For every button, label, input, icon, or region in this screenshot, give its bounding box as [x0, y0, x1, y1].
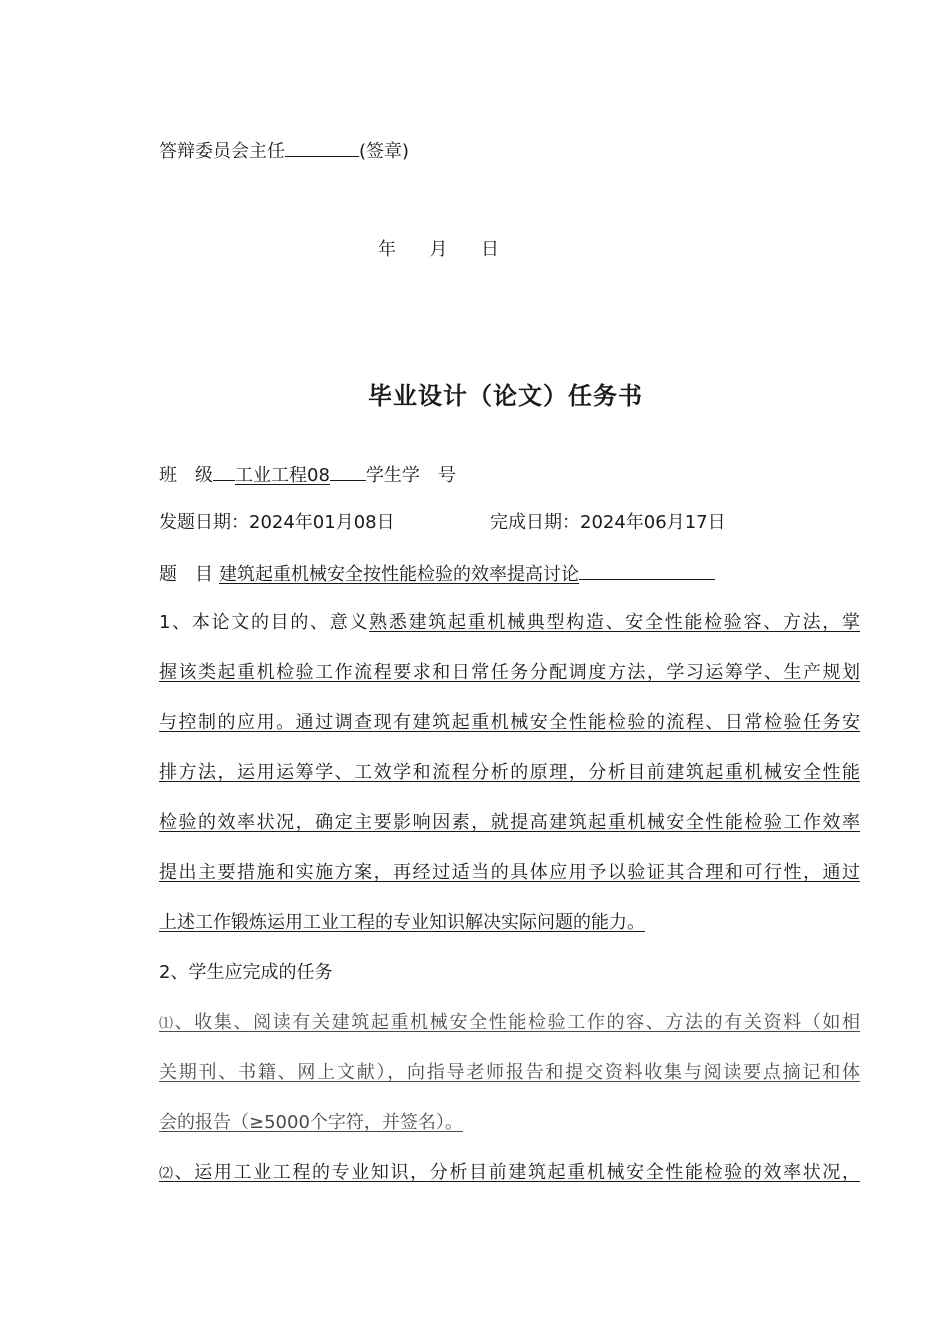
finish-date-label: 完成日期：: [490, 512, 580, 533]
date-day: 日: [480, 239, 499, 260]
section-purpose: [159, 610, 860, 960]
class-value: 工业工程08: [235, 465, 330, 486]
date-year: 年: [378, 239, 396, 260]
section-purpose-heading: 1、本论文的目的、意义: [159, 612, 370, 633]
topic-value: 建筑起重机械安全按性能检验的效率提高讨论: [219, 564, 579, 585]
task-item-1-line: 会的报告（≥5000个字符，并签名）。: [159, 1112, 463, 1133]
finish-date-row: [490, 511, 726, 535]
section-purpose-text: 熟悉建筑起重机械典型构造、安全性能检验容、方法，掌: [369, 612, 861, 633]
page-title: 毕业设计（论文）任务书: [368, 382, 643, 410]
date-month: 月: [429, 239, 448, 260]
topic-label: 题 目: [159, 564, 213, 585]
section-purpose-line: 与控制的应用。通过调查现有建筑起重机械安全性能检验的流程、日常检验任务安: [159, 712, 860, 733]
section-purpose-line: 上述工作锻炼运用工业工程的专业知识解决实际问题的能力。: [159, 912, 645, 933]
signature-blank: [285, 138, 359, 157]
signature-line: [159, 138, 409, 164]
task-item-1-text: 、收集、阅读有关建筑起重机械安全性能检验工作的容、方法的有关资料（如相: [174, 1012, 861, 1033]
section-purpose-line: 排方法，运用运筹学、工效学和流程分析的原理，分析目前建筑起重机械安全性能: [159, 762, 860, 783]
section-tasks: [159, 960, 860, 1210]
issue-date-row: [159, 511, 395, 535]
class-row: [159, 462, 456, 488]
task-item-2-number: ⑵: [159, 1166, 175, 1182]
student-id-label: 学生学 号: [365, 465, 456, 486]
section-purpose-line: 检验的效率状况，确定主要影响因素，就提高建筑起重机械安全性能检验工作效率: [159, 812, 860, 833]
finish-date-value: 2024年06月17日: [580, 512, 726, 533]
issue-date-value: 2024年01月08日: [249, 512, 395, 533]
signature-label: 答辩委员会主任: [159, 141, 285, 162]
task-item-1-line: [159, 1010, 860, 1060]
section-purpose-line: 提出主要措施和实施方案，再经过适当的具体应用予以验证其合理和可行性，通过: [159, 862, 860, 883]
task-item-2-text: 、运用工业工程的专业知识，分析目前建筑起重机械安全性能检验的效率状况，: [174, 1162, 861, 1183]
task-item-1-line: 关期刊、书籍、网上文献），向指导老师报告和提交资料收集与阅读要点摘记和体: [159, 1062, 860, 1083]
task-item-1-number: ⑴: [159, 1016, 175, 1032]
section-purpose-line-1: [159, 610, 860, 660]
task-item-2-line: [159, 1160, 860, 1210]
section-tasks-heading: 2、学生应完成的任务: [159, 962, 333, 983]
class-label: 班 级: [159, 465, 213, 486]
signature-stamp: (签章): [359, 141, 410, 162]
issue-date-label: 发题日期：: [159, 512, 249, 533]
date-line: [378, 238, 499, 262]
section-purpose-line: 握该类起重机检验工作流程要求和日常任务分配调度方法，学习运筹学、生产规划: [159, 662, 860, 683]
topic-row: [159, 561, 715, 587]
